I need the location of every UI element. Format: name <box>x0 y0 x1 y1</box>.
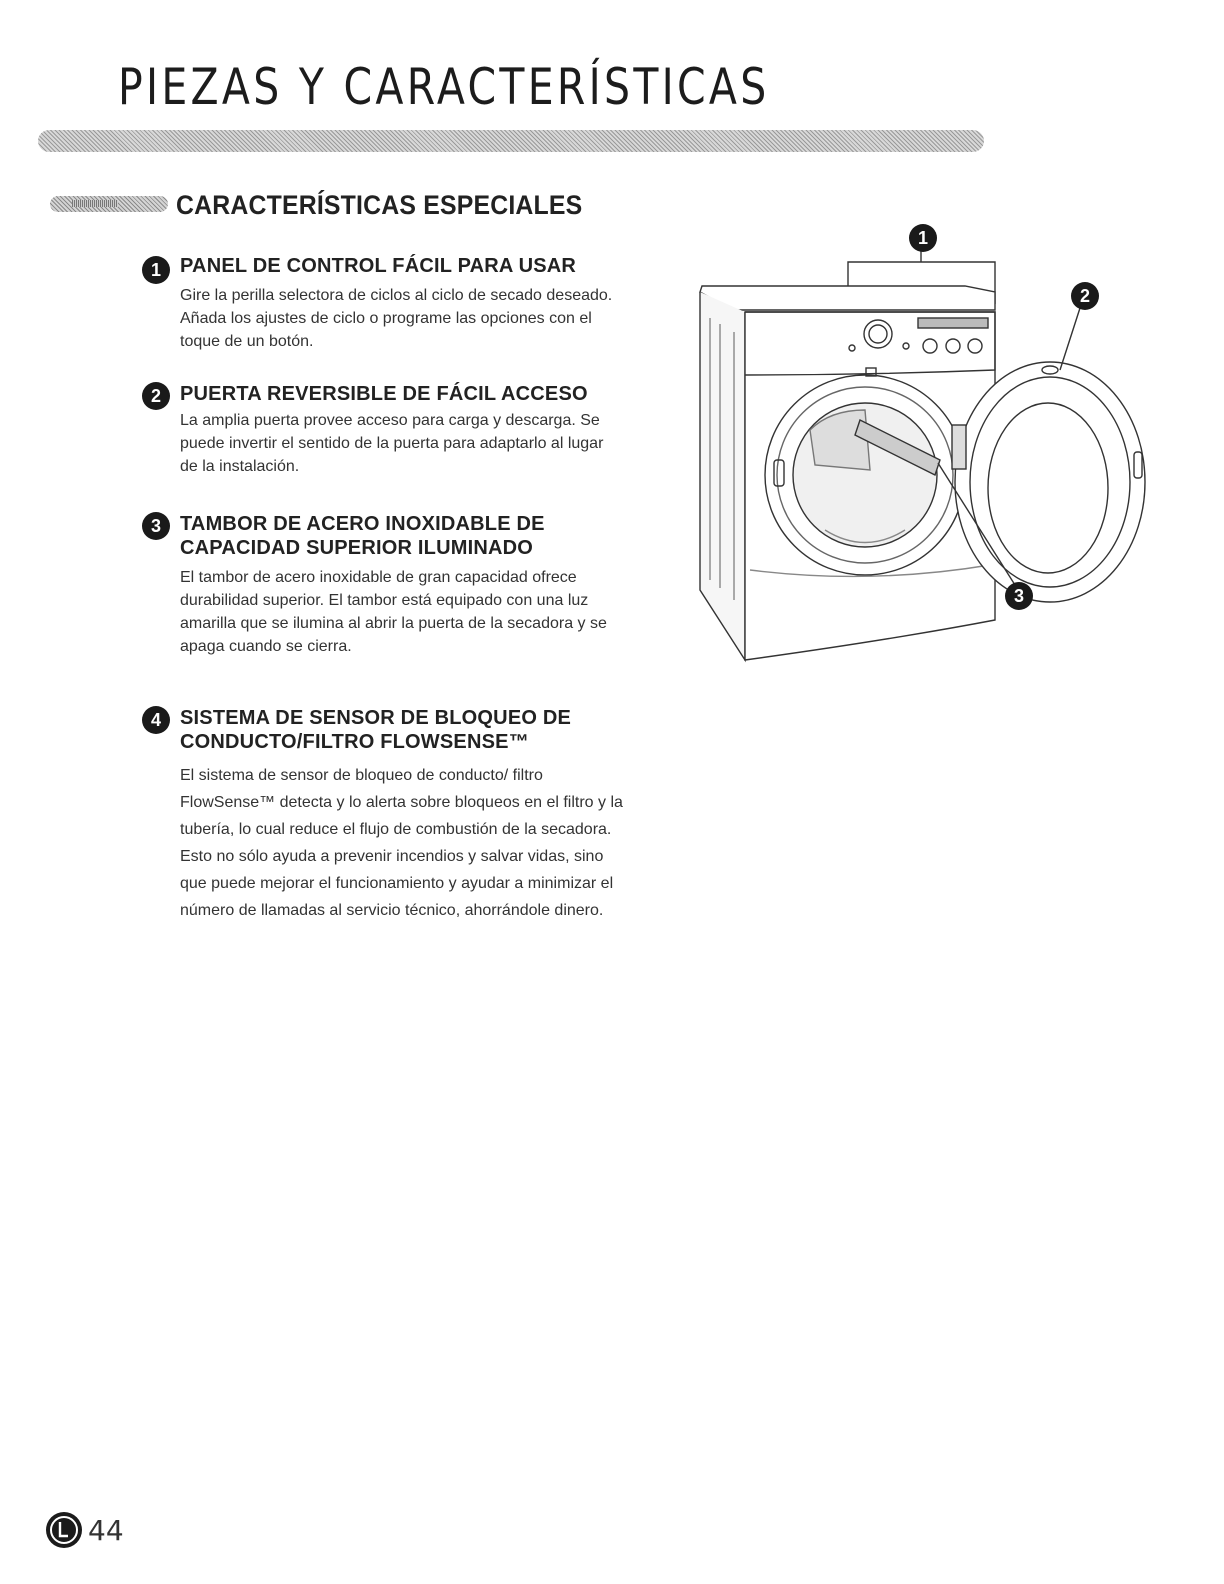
feature-heading: PANEL DE CONTROL FÁCIL PARA USAR <box>180 255 577 277</box>
feature-number-badge: 2 <box>142 382 170 410</box>
feature-heading: PUERTA REVERSIBLE DE FÁCIL ACCESO <box>180 383 588 405</box>
feature-body: La amplia puerta provee acceso para carga y descarga. Se puede invertir el sentido de la puerta para adaptarlo al lugar de la instalación. <box>180 412 604 475</box>
callout-1-label: 1 <box>917 228 929 248</box>
feature-body: El sistema de sensor de bloqueo de conducto/ filtro FlowSense™ detecta y lo alerta sobre bloqueos en el filtro y la tubería, lo cual reduce el flujo de combustión de la secadora. Esto no sólo ayuda a prevenir incendios y salvar vidas, sino que puede mejorar el funcionamiento y ayudar a minimizar el número de llamadas al servicio técnico, ahorrándole dinero. <box>180 767 623 919</box>
section-marker-stripe <box>72 200 118 207</box>
callout-3-label: 3 <box>1013 586 1025 606</box>
feature-2 <box>142 382 642 478</box>
feature-3 <box>142 512 642 658</box>
feature-heading: TAMBOR DE ACERO INOXIDABLE DE CAPACIDAD SUPERIOR ILUMINADO <box>180 513 545 559</box>
feature-1 <box>142 254 642 353</box>
feature-4 <box>142 706 642 924</box>
feature-body: Gire la perilla selectora de ciclos al ciclo de secado deseado. Añada los ajustes de ciclo o programe las opciones con el toque de un botón. <box>180 287 613 350</box>
callout-2-label: 2 <box>1079 286 1091 306</box>
title-underline-bar <box>38 130 984 152</box>
page-number: 44 <box>88 1514 124 1547</box>
feature-body: El tambor de acero inoxidable de gran capacidad ofrece durabilidad superior. El tambor está equipado con una luz amarilla que se ilumina al abrir la puerta de la secadora y se apaga cuando se cierra. <box>180 569 607 655</box>
feature-number-badge: 4 <box>142 706 170 734</box>
feature-number-badge: 1 <box>142 256 170 284</box>
page-title: PIEZAS Y CARACTERÍSTICAS <box>118 58 770 116</box>
dryer-illustration <box>690 220 1160 670</box>
feature-heading: SISTEMA DE SENSOR DE BLOQUEO DE CONDUCTO/FILTRO FLOWSENSE™ <box>180 707 572 753</box>
lg-logo-icon <box>46 1512 82 1548</box>
feature-number-badge: 3 <box>142 512 170 540</box>
section-title: CARACTERÍSTICAS ESPECIALES <box>176 190 583 220</box>
